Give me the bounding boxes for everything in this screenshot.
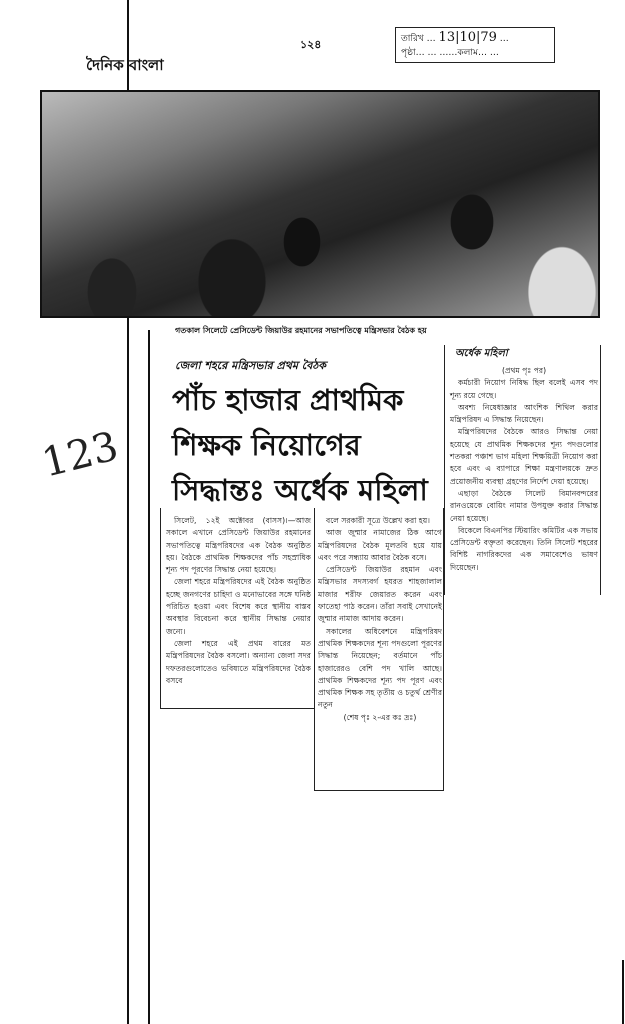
paragraph: কর্মচারী নিয়োগ নিষিদ্ধ ছিল বলেই এসব পদ শূন্য রয়ে গেছে। <box>450 378 598 400</box>
paragraph: জেলা শহরে মন্ত্রিপরিষদের এই বৈঠক অনুষ্ঠিত হচ্ছে জনগণের চাহিদা ও মনোভাবের সঙ্গে ঘনিষ্ঠ পরিচিত হওয়া এবং বিশেষ করে স্থানীয় বাস্তব অবস্থার বিবেচনা করে স্থানীয় সিদ্ধান্ত নেয়ার জন্যে। <box>166 577 311 636</box>
paragraph: জেলা শহরে এই প্রথম বারের মত মন্ত্রিপরিষদের বৈঠক বসলো। অন্যান্য জেলা সদর দফতরগুলোতেও ভবিষ্যতে মন্ত্রিপরিষদের বৈঠক বসবে <box>166 638 311 685</box>
date-value: 13|10|79 <box>438 30 497 45</box>
date-label: তারিখ <box>401 34 424 44</box>
continuation-title: অর্ধেক মহিলা <box>455 348 508 359</box>
paragraph: সিলেট, ১২ই অক্টোবর (বাসস)।—আজ সকালে এখানে প্রেসিডেন্ট জিয়াউর রহমানের সভাপতিত্বে মন্ত্রিপরিষদের এক বৈঠক অনুষ্ঠিত হয়। বৈঠকে প্রাথমিক শিক্ষকদের পাঁচ সহস্রাধিক শূন্য পদ পূরণের সিদ্ধান্ত নেয়া হয়েছে। <box>166 516 311 575</box>
date-stamp-box: তারিখ … 13|10|79 … পৃষ্ঠা… … ……কলাম… … <box>395 27 555 63</box>
article-column-3 <box>450 365 598 574</box>
paragraph: প্রেসিডেন্ট জিয়াউর রহমান এবং মন্ত্রিসভার সদস্যবর্গ হযরত শাহজালাল মাজার শরীফ জেয়ারত করেন এবং ফাতেহা পাঠ করেন। তাঁরা সবাই সেখানেই জুম্মার নামাজ আদায় করেন। <box>318 565 442 624</box>
paragraph: বিকেলে বিএনপির স্টিয়ারিং কমিটির এক সভায় প্রেসিডেন্ট বক্তৃতা করেছেন। তিনি সিলেট শহরের বিশিষ্ট নাগরিকদের এক সমাবেশেও ভাষণ দিয়েছেন। <box>450 525 598 572</box>
paragraph: সকালের অধিবেশনে মন্ত্রিপরিষদ প্রাথমিক শিক্ষকদের শূন্য পদগুলো পূরণের সিদ্ধান্ত নিয়েছেন; বর্তমানে পাঁচ হাজারেরও বেশি পদ খালি আছে। প্রাথমিক শিক্ষকদের শূন্য পদ পূরণ এবং প্রাথমিক শিক্ষক সহ তৃতীয় ও চতুর্থ শ্রেণীর নতুন <box>318 626 442 710</box>
page-mark: ১২৪ <box>300 38 322 51</box>
article-column-2 <box>318 515 442 724</box>
page-label: পৃষ্ঠা <box>401 48 416 58</box>
article-headline: পাঁচ হাজার প্রাথমিক শিক্ষক নিয়োগের সিদ্ধান্তঃ অর্ধেক মহিলা <box>172 383 428 507</box>
paragraph: অবশ্য নিষেধাজ্ঞার আংশিক শিথিল করার মন্ত্রিপরিষদ এ সিদ্ধান্ত নিয়েছেন। <box>450 402 598 425</box>
paragraph: মন্ত্রিপরিষদের বৈঠকে আরও সিদ্ধান্ত নেয়া হয়েছে যে প্রাথমিক শিক্ষকদের শূন্য পদগুলোর শতকরা পঞ্চাশ ভাগ মহিলা শিক্ষয়িত্রী নিয়োগ করা হবে এবং এ ব্যাপারে শিক্ষা মন্ত্রণালয়কে দ্রুত প্রয়োজনীয় ব্যবস্থা গ্রহণের নির্দেশ দেয়া হয়েছে। <box>450 427 598 486</box>
paragraph: আজ জুম্মার নামাজের ঠিক আগে মন্ত্রিপরিষদের বৈঠক মূলতবি হয়ে যায় এবং পরে সন্ধ্যায় আবার বৈঠক বসে। <box>318 528 442 562</box>
article-column-1 <box>166 515 311 687</box>
paragraph: বলে সরকারী সূত্রে উল্লেখ করা হয়। <box>326 516 430 525</box>
continued-on-note: (শেষ পৃঃ ২-এর কঃ দ্রঃ) <box>343 712 417 722</box>
article-kicker: জেলা শহরে মন্ত্রিসভার প্রথম বৈঠক <box>175 359 326 372</box>
right-edge-line <box>622 960 624 1024</box>
paragraph: এছাড়া বৈঠকে সিলেট বিমানবন্দরের রানওয়েকে বোয়িং নামার উপযুক্ত করার সিদ্ধান্ত নেয়া হয়েছে। <box>450 488 598 523</box>
news-photo-cabinet-meeting <box>40 90 600 318</box>
newspaper-name: দৈনিক বাংলা <box>86 56 164 74</box>
margin-line-right <box>148 330 150 1024</box>
column-label: কলাম <box>457 48 478 58</box>
photo-caption: গতকাল সিলেটে প্রেসিডেন্ট জিয়াউর রহমানের সভাপতিত্বে মন্ত্রিসভার বৈঠক হয় <box>175 326 427 335</box>
handwritten-number: 123 <box>37 423 123 487</box>
continued-from-note: (প্রথম পৃঃ পর) <box>501 366 547 375</box>
